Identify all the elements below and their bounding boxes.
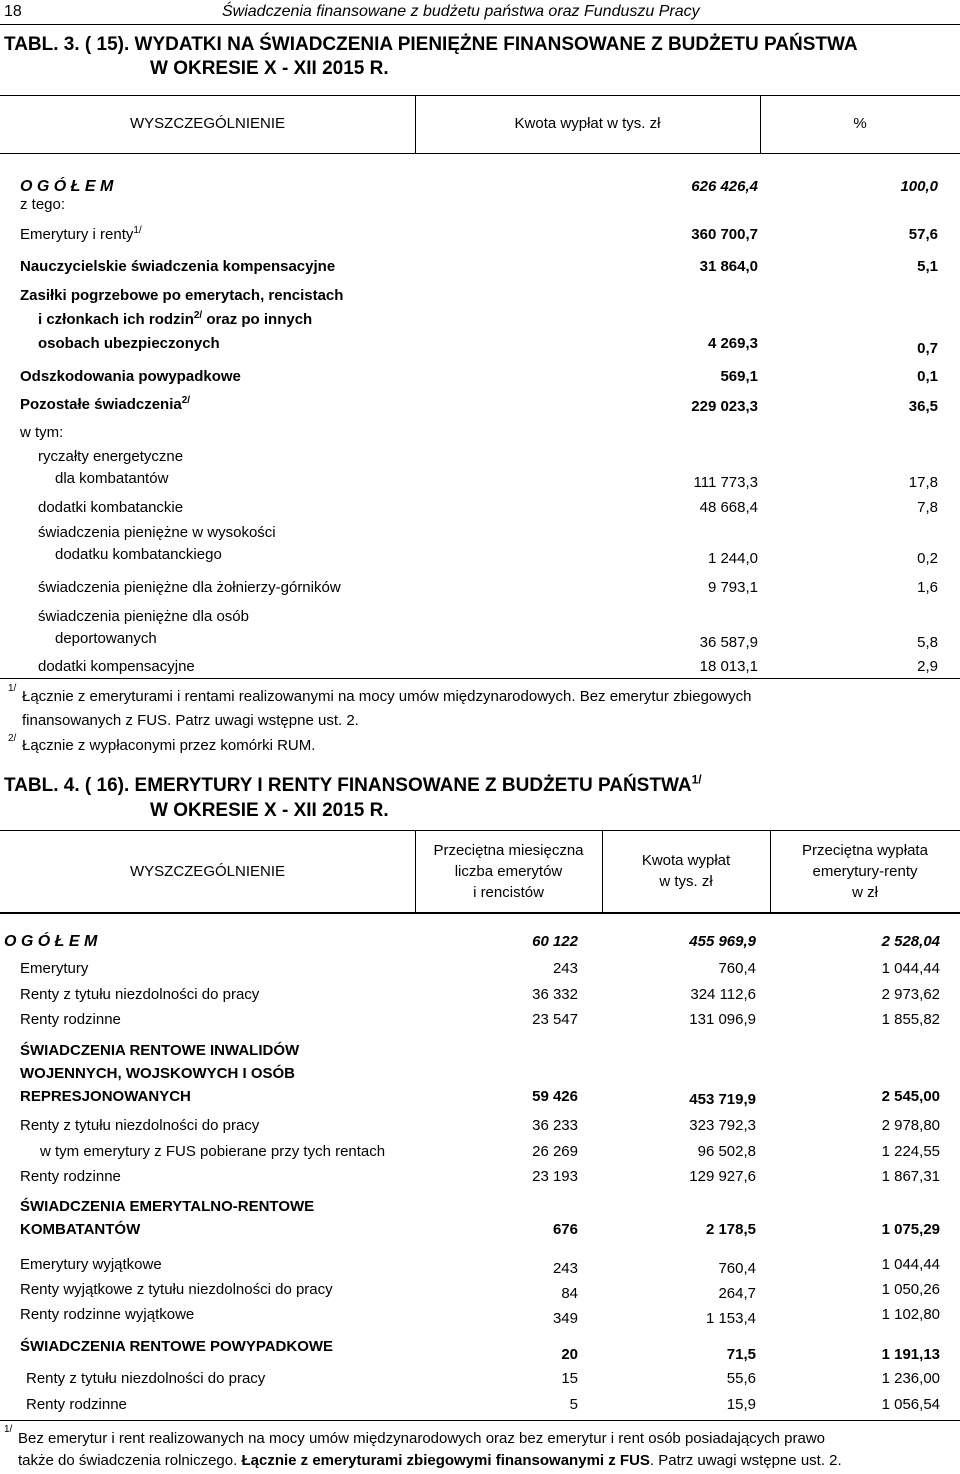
table3-total-amount: 626 426,4 — [691, 178, 758, 195]
table4-row-avg: 1 050,26 — [881, 1281, 940, 1298]
table3-row-amount: 9 793,1 — [707, 579, 758, 596]
table3-row-amount: 229 023,3 — [691, 398, 758, 415]
table3-row-amount: 4 269,3 — [707, 335, 758, 352]
table4-section-amount: 71,5 — [726, 1346, 756, 1363]
row-text: Pozostałe świadczenia — [20, 396, 182, 413]
table3-row-label-line1: świadczenia pieniężne dla osób — [38, 608, 249, 625]
table4-section-count: 59 426 — [532, 1088, 578, 1105]
table3-row-percent: 0,7 — [917, 340, 938, 357]
table4-row-amount: 129 927,6 — [689, 1168, 756, 1185]
table3-row-percent: 7,8 — [917, 499, 938, 516]
table4-row-count: 23 193 — [532, 1168, 578, 1185]
table4-section-avg: 1 075,29 — [881, 1221, 940, 1238]
table4-row-avg: 1 044,44 — [881, 1256, 940, 1273]
table3-row-amount: 111 773,3 — [693, 474, 758, 491]
table3-row-label: dodatki kompensacyjne — [38, 658, 195, 675]
table3-footnote1-line1: Łącznie z emeryturami i rentami realizowanymi na mocy umów międzynarodowych. Bez emerytur zbiegowych — [22, 688, 752, 705]
row-text: i członkach ich rodzin — [38, 311, 194, 328]
table3-row-label-line1: ryczałty energetyczne — [38, 448, 184, 465]
table4-header-amount-l1: Kwota wypłat — [641, 852, 731, 869]
footnote-ref: 2/ — [193, 310, 203, 321]
table3-row-percent: 2,9 — [917, 658, 938, 675]
table4-row-count: 243 — [552, 960, 578, 977]
table3-row-label-line1: świadczenia pieniężne w wysokości — [38, 524, 276, 541]
table4-row-amount: 264,7 — [718, 1285, 756, 1302]
table3-row-percent: 1,6 — [917, 579, 938, 596]
table4-row-count: 26 269 — [532, 1143, 578, 1160]
footnote-text: . Patrz uwagi wstępne ust. 2. — [649, 1452, 842, 1469]
table3-row-amount: 48 668,4 — [699, 499, 758, 516]
table4-row-count: 243 — [552, 1260, 578, 1277]
table4-row-count: 36 332 — [532, 986, 578, 1003]
table3-row-percent: 57,6 — [908, 226, 938, 243]
footnote-mark: 2/ — [8, 733, 17, 744]
table3-total-percent: 100,0 — [900, 178, 938, 195]
table4-col-divider — [602, 830, 603, 912]
table4-footnote-line2 — [18, 1452, 842, 1469]
row-text: oraz po innych — [202, 311, 313, 328]
table4-header-count-l3: i rencistów — [473, 884, 544, 901]
table4-row-amount: 96 502,8 — [697, 1143, 756, 1160]
table4-row-label: Renty rodzinne — [26, 1396, 127, 1413]
table4-section-avg: 1 191,13 — [881, 1346, 940, 1363]
table4-section-label-line1: ŚWIADCZENIA EMERYTALNO-RENTOWE — [20, 1198, 315, 1215]
table3-row-label-line1: Zasiłki pogrzebowe po emerytach, rencistach — [20, 287, 344, 304]
table3-header-amount: Kwota wypłat w tys. zł — [514, 115, 661, 132]
table4-row-count: 349 — [552, 1310, 578, 1327]
table4-header-avg-l1: Przeciętna wypłata — [802, 842, 928, 859]
table4-header-count-l2: liczba emerytów — [454, 863, 563, 880]
table4-row-avg: 2 973,62 — [881, 986, 940, 1003]
table3-row-label: dodatki kombatanckie — [38, 499, 184, 516]
table3-row-percent: 17,8 — [908, 474, 938, 491]
footnote-ref: 2/ — [181, 395, 191, 406]
footnote-text: także do świadczenia rolniczego. — [18, 1452, 242, 1469]
table4-section-count: 20 — [561, 1346, 578, 1363]
table4-row-avg: 1 044,44 — [881, 960, 940, 977]
table4-row-amount: 324 112,6 — [690, 986, 756, 1003]
table3-row-label-line2: dodatku kombatanckiego — [55, 546, 222, 563]
table4-row-label: w tym emerytury z FUS pobierane przy tych rentach — [40, 1143, 386, 1160]
table4-footnote-line1: Bez emerytur i rent realizowanych na mocy umów międzynarodowych oraz bez emerytur i rent osób posiadających prawo — [18, 1430, 826, 1447]
table4-row-avg: 2 978,80 — [881, 1117, 940, 1134]
table3-z-tego: z tego: — [20, 196, 66, 213]
table4-row-label: Renty z tytułu niezdolności do pracy — [20, 986, 260, 1003]
table3-title-line2: W OKRESIE X - XII 2015 R. — [150, 58, 389, 79]
table4-row-avg: 1 224,55 — [881, 1143, 940, 1160]
table4-row-amount: 760,4 — [718, 960, 756, 977]
table3-row-label: Nauczycielskie świadczenia kompensacyjne — [20, 258, 336, 275]
table4-row-label: Renty rodzinne wyjątkowe — [20, 1306, 195, 1323]
table4-row-count: 23 547 — [532, 1011, 578, 1028]
table4-row-amount: 131 096,9 — [689, 1011, 756, 1028]
header-rule — [0, 24, 960, 25]
table4-row-amount: 15,9 — [726, 1396, 756, 1413]
footnote-text-bold: Łącznie z emeryturami zbiegowymi finansowanymi z FUS — [241, 1452, 650, 1469]
table3-total-label: O G Ó Ł E M — [20, 178, 114, 195]
table4-header-avg-l2: emerytury-renty — [812, 863, 918, 880]
table4-total-amount: 455 969,9 — [689, 933, 756, 950]
table4-row-count: 84 — [561, 1285, 578, 1302]
table4-total-avg: 2 528,04 — [881, 933, 940, 950]
table3-bottom-rule — [0, 678, 960, 679]
footnote-ref: 1/ — [691, 772, 702, 787]
table3-row-amount: 18 013,1 — [699, 658, 758, 675]
footnote-ref: 1/ — [133, 225, 142, 236]
table4-row-amount: 760,4 — [718, 1260, 756, 1277]
table4-section-label-line1: ŚWIADCZENIA RENTOWE INWALIDÓW — [20, 1042, 300, 1059]
table3-row-percent: 0,1 — [917, 368, 938, 385]
table4-title-line2: W OKRESIE X - XII 2015 R. — [150, 800, 389, 821]
table4-section-amount: 2 178,5 — [705, 1221, 756, 1238]
table4-section-count: 676 — [552, 1221, 578, 1238]
table4-row-label: Emerytury wyjątkowe — [20, 1256, 162, 1273]
table4-row-avg: 1 056,54 — [881, 1396, 940, 1413]
table4-header-count-l1: Przeciętna miesięczna — [433, 842, 584, 859]
table4-title-line1 — [4, 772, 702, 797]
table3-w-tym: w tym: — [20, 424, 64, 441]
table4-bottom-rule — [0, 1420, 960, 1421]
table3-row-amount: 1 244,0 — [707, 550, 758, 567]
table4-section-label: ŚWIADCZENIA RENTOWE POWYPADKOWE — [20, 1338, 334, 1355]
table4-section-amount: 453 719,9 — [689, 1091, 756, 1108]
table4-row-count: 36 233 — [532, 1117, 578, 1134]
table3-title-line1: TABL. 3. ( 15). WYDATKI NA ŚWIADCZENIA PIENIĘŻNE FINANSOWANE Z BUDŻETU PAŃSTWA — [4, 34, 858, 55]
footnote-mark: 1/ — [8, 683, 17, 694]
table3-row-percent: 5,1 — [917, 258, 938, 275]
table4-title-text: TABL. 4. ( 16). EMERYTURY I RENTY FINANSOWANE Z BUDŻETU PAŃSTWA — [4, 775, 692, 796]
table4-row-count: 5 — [569, 1396, 578, 1413]
table4-total-label: O G Ó Ł E M — [4, 933, 98, 950]
table4-top-rule — [0, 830, 960, 831]
table4-row-avg: 1 102,80 — [881, 1306, 940, 1323]
table3-top-rule — [0, 95, 960, 96]
table3-row-label-line2 — [38, 311, 312, 328]
table3-row-percent: 5,8 — [917, 634, 938, 651]
table4-header-description: WYSZCZEGÓLNIENIE — [129, 863, 286, 880]
table3-header-description: WYSZCZEGÓLNIENIE — [129, 115, 286, 132]
table4-row-avg: 1 236,00 — [881, 1370, 940, 1387]
table3-footnote2: Łącznie z wypłaconymi przez komórki RUM. — [22, 737, 316, 754]
table3-row-label — [20, 396, 190, 413]
table4-section-label-line2: KOMBATANTÓW — [20, 1221, 141, 1238]
row-text: Emerytury i renty — [20, 226, 134, 243]
table4-row-count: 15 — [561, 1370, 578, 1387]
table3-row-label-line2: dla kombatantów — [55, 470, 169, 487]
table4-row-label: Renty rodzinne — [20, 1011, 121, 1028]
running-title: Świadczenia finansowane z budżetu państwa oraz Funduszu Pracy — [222, 3, 700, 20]
table3-row-amount: 569,1 — [720, 368, 758, 385]
table4-section-label-line2: WOJENNYCH, WOJSKOWYCH I OSÓB — [20, 1065, 296, 1082]
table4-row-amount: 55,6 — [726, 1370, 756, 1387]
table4-section-avg: 2 545,00 — [881, 1088, 940, 1105]
table4-row-avg: 1 867,31 — [881, 1168, 940, 1185]
table3-footnote1-line2: finansowanych z FUS. Patrz uwagi wstępne ust. 2. — [22, 712, 359, 729]
table4-row-amount: 323 792,3 — [689, 1117, 756, 1134]
table4-header-rule — [0, 912, 960, 914]
table3-row-amount: 360 700,7 — [691, 226, 758, 243]
page-number: 18 — [4, 3, 22, 20]
table4-row-avg: 1 855,82 — [881, 1011, 940, 1028]
table3-row-label — [20, 226, 142, 243]
table4-section-label-line3: REPRESJONOWANYCH — [20, 1088, 191, 1105]
table3-row-label-line3: osobach ubezpieczonych — [38, 335, 220, 352]
table3-row-label: Odszkodowania powypadkowe — [20, 368, 241, 385]
table3-row-percent: 36,5 — [908, 398, 938, 415]
footnote-mark: 1/ — [4, 1424, 13, 1435]
table3-row-label: świadczenia pieniężne dla żołnierzy-górników — [38, 579, 341, 596]
table4-total-count: 60 122 — [532, 933, 578, 950]
table4-row-label: Renty rodzinne — [20, 1168, 121, 1185]
table3-header-rule — [0, 153, 960, 154]
table4-header-amount-l2: w tys. zł — [659, 873, 713, 890]
table3-row-percent: 0,2 — [917, 550, 938, 567]
table4-row-amount: 1 153,4 — [705, 1310, 756, 1327]
table3-row-amount: 31 864,0 — [699, 258, 758, 275]
table3-row-label-line2: deportowanych — [55, 630, 157, 647]
table3-header-percent: % — [853, 115, 867, 132]
table4-row-label: Renty wyjątkowe z tytułu niezdolności do pracy — [20, 1281, 333, 1298]
table4-row-label: Renty z tytułu niezdolności do pracy — [26, 1370, 266, 1387]
table4-header-avg-l3: w zł — [852, 884, 878, 901]
table4-row-label: Renty z tytułu niezdolności do pracy — [20, 1117, 260, 1134]
table4-row-label: Emerytury — [20, 960, 89, 977]
table3-row-amount: 36 587,9 — [699, 634, 758, 651]
